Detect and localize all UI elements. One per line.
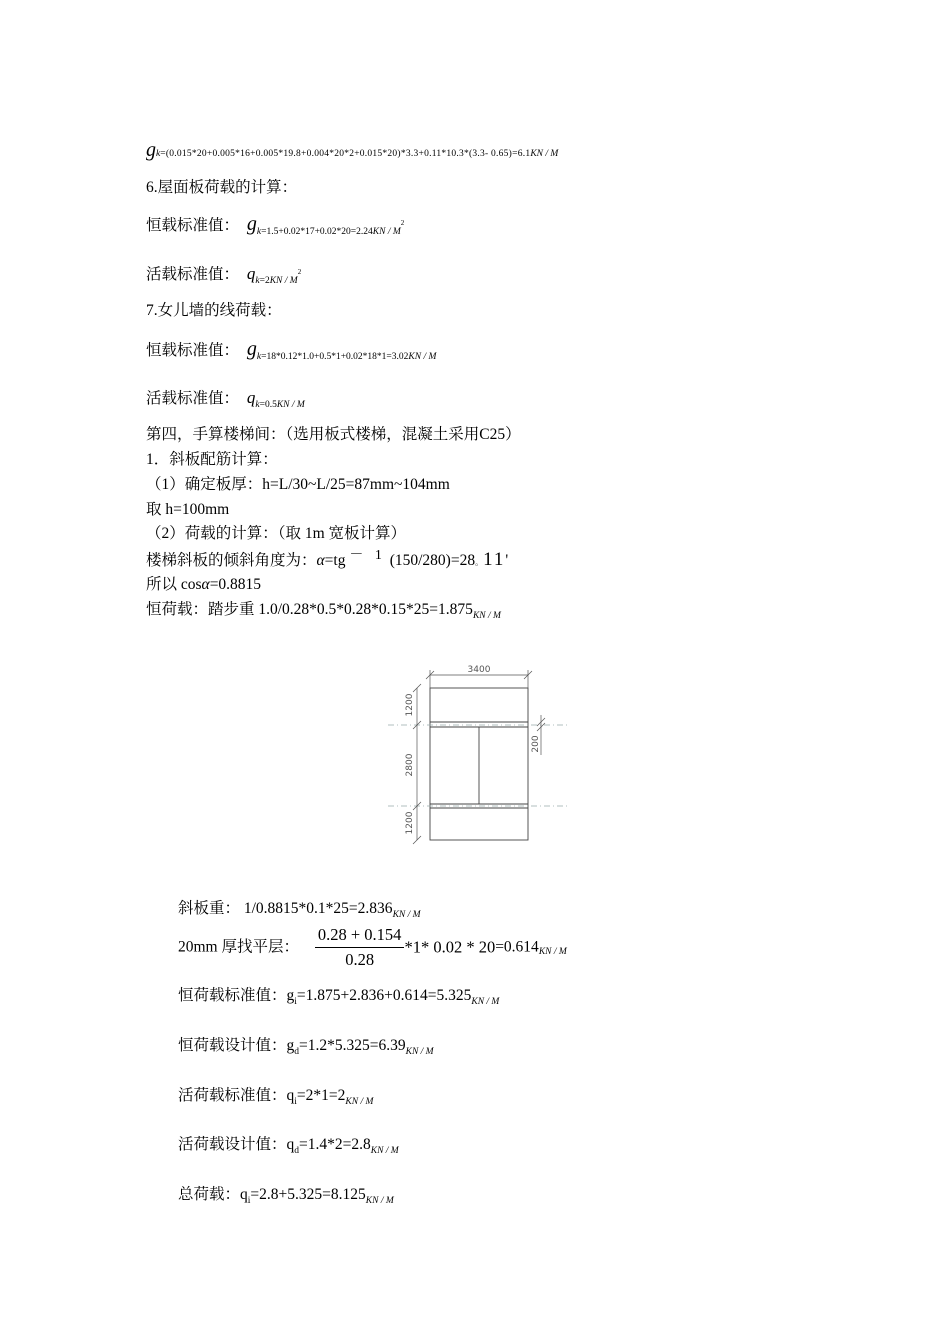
g-symbol: g xyxy=(246,213,257,235)
roof-title: 6.屋面板荷载的计算： xyxy=(146,179,298,196)
label: 恒荷载设计值：g xyxy=(178,1037,295,1054)
value: =0.8815 xyxy=(209,576,262,593)
label: 楼梯斜板的倾斜角度为： xyxy=(146,552,317,569)
parapet-dead-load xyxy=(146,339,436,363)
expression: =0.5 xyxy=(259,400,277,410)
exponent: 2 xyxy=(400,219,405,227)
parapet-title: 7.女儿墙的线荷载： xyxy=(146,302,282,319)
unit: KN / M xyxy=(370,1146,399,1156)
fraction xyxy=(315,924,405,971)
label: 20mm 厚找平层： xyxy=(178,938,299,956)
angle-value: (150/280)=28 xyxy=(389,552,476,569)
value: =1.875+2.836+0.614=5.325 xyxy=(296,987,472,1004)
dead-load-design xyxy=(178,1036,434,1058)
label: 恒载标准值： xyxy=(146,217,240,234)
leveling-layer xyxy=(178,924,567,971)
wall-load-formula xyxy=(146,140,558,164)
value: =1.4*2=2.8 xyxy=(299,1136,371,1153)
q-symbol: q xyxy=(246,388,256,407)
label: 活载标准值： xyxy=(146,390,240,407)
alpha-symbol: α xyxy=(201,576,210,593)
dim-right-label: 200 xyxy=(531,735,541,753)
dim-top-label: 3400 xyxy=(467,665,491,675)
unit: KN / M xyxy=(405,1047,434,1057)
stair-plan-diagram xyxy=(380,660,575,850)
label: 活荷载标准值：q xyxy=(178,1087,295,1104)
k-subscript: k xyxy=(256,227,262,237)
live-load-design xyxy=(178,1135,399,1157)
unit: KN / M xyxy=(276,400,305,410)
label: 恒荷载标准值：g xyxy=(178,987,295,1004)
g-symbol: g xyxy=(146,139,156,161)
unit: KN / M xyxy=(372,227,401,237)
k-subscript: k xyxy=(256,352,262,362)
label: 活荷载设计值：q xyxy=(178,1136,295,1153)
minutes: 11 xyxy=(483,549,506,570)
tg: =tg xyxy=(324,552,346,569)
subscript: d xyxy=(294,1146,300,1156)
expression: =18*0.12*1.0+0.5*1+0.02*18*1=3.02 xyxy=(261,352,409,362)
slab-thickness: （1）确定板厚：h=L/30~L/25=87mm~104mm xyxy=(146,476,450,493)
unit: KN / M xyxy=(538,946,567,957)
numerator: 0.28 + 0.154 xyxy=(315,924,405,948)
k-subscript: k xyxy=(255,400,260,410)
unit: KN / M xyxy=(345,1097,374,1107)
subscript: d xyxy=(294,1047,300,1057)
alpha-symbol: α xyxy=(316,552,325,569)
result: =0.614 xyxy=(495,938,539,956)
unit: KN / M xyxy=(408,352,437,362)
label: 恒载标准值： xyxy=(146,342,240,359)
subscript: i xyxy=(294,997,297,1007)
subscript: i xyxy=(247,1196,251,1206)
denominator: 0.28 xyxy=(345,950,375,969)
minute-mark: ' xyxy=(505,552,509,569)
exponent: － 1 xyxy=(349,548,386,563)
value: =2.8+5.325=8.125 xyxy=(250,1186,366,1203)
roof-live-load xyxy=(146,264,301,287)
k-subscript: k xyxy=(255,276,260,286)
unit: KN / M xyxy=(392,910,421,920)
label: 总荷载：q xyxy=(178,1186,248,1203)
degree: 。 xyxy=(475,558,484,567)
dim-left-top-label: 1200 xyxy=(405,693,415,717)
subscript: i xyxy=(294,1097,297,1107)
live-load-standard xyxy=(178,1086,373,1108)
label: 斜板重： 1/0.8815*0.1*25=2.836 xyxy=(178,900,393,917)
roof-dead-load xyxy=(146,214,404,238)
k-subscript: k xyxy=(156,149,161,159)
dim-left-bot-label: 1200 xyxy=(405,811,415,835)
wall-load-expression: =(0.015*20+0.005*16+0.005*19.8+0.004*20*2+0.015*20)*3.3+0.11*10.3*(3.3- 0.65)=6.1 xyxy=(160,149,531,159)
label: 所以 cos xyxy=(146,576,202,593)
take-h: 取 h=100mm xyxy=(146,501,230,518)
load-calc: （2）荷载的计算：（取 1m 宽板计算） xyxy=(146,525,407,542)
value: =2*1=2 xyxy=(296,1087,346,1104)
g-symbol: g xyxy=(246,338,257,360)
expression: =1.5+0.02*17+0.02*20=2.24 xyxy=(261,227,373,237)
step-weight xyxy=(146,600,501,622)
parapet-live-load xyxy=(146,388,305,411)
incline-angle xyxy=(146,550,508,573)
unit: KN / M xyxy=(530,149,559,159)
dim-left-mid-label: 2800 xyxy=(405,753,415,777)
section-4-title: 第四，手算楼梯间：（选用板式楼梯，混凝土采用C25） xyxy=(146,426,521,443)
label: 恒荷载：踏步重 1.0/0.28*0.5*0.28*0.15*25=1.875 xyxy=(146,601,473,618)
total-load xyxy=(178,1185,394,1207)
multiplier: *1* 0.02 * 20 xyxy=(404,937,496,957)
unit: KN / M xyxy=(269,276,298,286)
unit: KN / M xyxy=(365,1196,394,1206)
cos-value xyxy=(146,575,261,595)
unit: KN / M xyxy=(471,997,500,1007)
q-symbol: q xyxy=(246,264,256,283)
dead-load-standard xyxy=(178,986,499,1008)
exponent: 2 xyxy=(297,268,302,276)
slab-weight xyxy=(178,899,421,921)
expression: =2 xyxy=(259,276,270,286)
outline xyxy=(430,688,528,840)
unit: KN / M xyxy=(472,611,501,621)
value: =1.2*5.325=6.39 xyxy=(299,1037,406,1054)
section-4-1: 1．斜板配筋计算： xyxy=(146,451,278,468)
label: 活载标准值： xyxy=(146,266,240,283)
